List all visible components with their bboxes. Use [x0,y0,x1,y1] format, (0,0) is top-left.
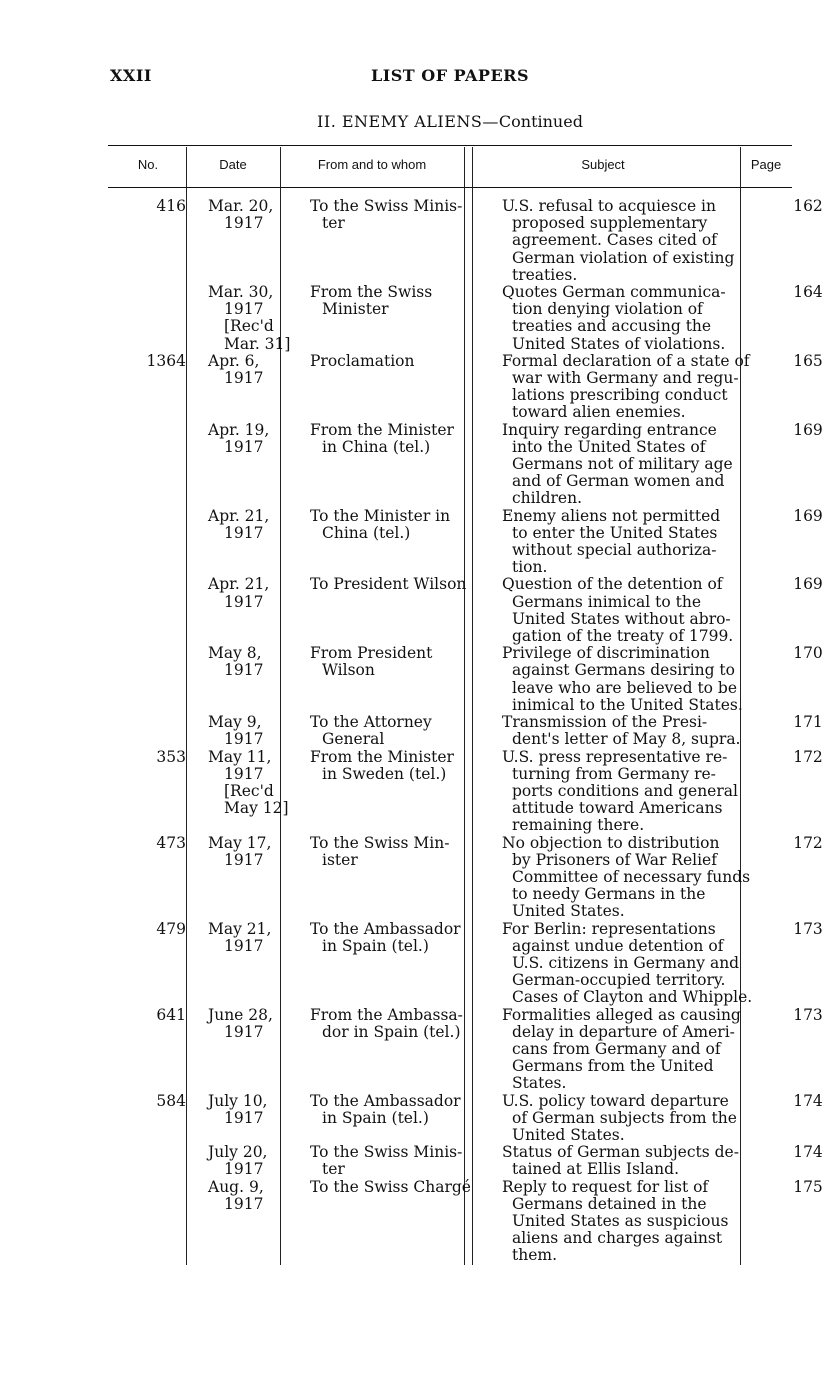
paper-subject [494,508,780,577]
subject-line: treaties. [512,265,578,284]
subject-line: remaining there. [512,816,645,835]
col-header-page: Page [750,157,782,172]
section-name: II. ENEMY ALIENS— [317,112,499,131]
from-and-to-whom [302,576,494,645]
from-line: From the Swiss [310,283,433,302]
from-line: in Spain (tel.) [322,1108,429,1127]
paper-number: 584 [156,1091,186,1110]
subject-line: cans from Germany and of [512,1039,721,1058]
subject-line: Quotes German communica- [502,283,726,302]
table-header-rule [108,187,792,188]
from-line: dor in Spain (tel.) [322,1022,461,1041]
section-title [110,112,790,131]
paper-number [110,422,194,508]
table-row [110,1093,831,1145]
from-line: To the Ambassador [310,919,461,938]
from-and-to-whom [302,749,494,835]
paper-number: 353 [156,747,186,766]
from-and-to-whom [302,835,494,921]
page-number: 174 [793,1143,823,1162]
from-and-to-whom [302,198,494,284]
subject-line: tion. [512,558,548,577]
paper-date [194,749,302,835]
date-line: 1917 [224,936,264,955]
date-line: July 20, [208,1143,268,1162]
table-row [110,284,831,353]
subject-line: Status of German subjects de- [502,1143,739,1162]
paper-number: 473 [156,833,186,852]
subject-line: dent's letter of May 8, supra. [512,730,741,749]
date-line: Aug. 9, [208,1177,264,1196]
from-line: From the Minister [310,747,454,766]
paper-subject [494,422,780,508]
subject-line: delay in departure of Ameri- [512,1022,735,1041]
subject-line: States. [512,1074,567,1093]
from-line: To the Swiss Min- [310,833,450,852]
date-line: 1917 [224,764,264,783]
date-line: 1917 [224,850,264,869]
paper-subject [494,198,780,284]
paper-subject [494,835,780,921]
paper-number [110,1144,194,1178]
subject-line: lations prescribing conduct [512,386,728,405]
subject-line: and of German women and [512,472,725,491]
from-line: To the Attorney [310,713,432,732]
from-and-to-whom [302,1007,494,1093]
paper-date [194,576,302,645]
paper-subject [494,749,780,835]
date-line: 1917 [224,730,264,749]
subject-line: United States of violations. [512,334,726,353]
from-line: To the Minister in [310,506,451,525]
subject-line: to needy Germans in the [512,885,706,904]
paper-subject [494,645,780,714]
subject-line: of German subjects from the [512,1108,737,1127]
date-line: Mar. 20, [208,197,274,215]
subject-line: turning from Germany re- [512,764,716,783]
date-line: Apr. 21, [208,506,270,525]
date-line: 1917 [224,1022,264,1041]
paper-date [194,645,302,714]
subject-line: treaties and accusing the [512,317,712,336]
subject-line: United States. [512,1125,625,1144]
page-number: XXII [110,66,152,85]
subject-line: Cases of Clayton and Whipple. [512,988,753,1007]
subject-line: children. [512,489,582,508]
subject-line: German-occupied territory. [512,971,726,990]
subject-line: Formal declaration of a state of [502,351,750,370]
date-line: 1917 [224,1108,264,1127]
paper-date [194,1179,302,1265]
table-row [110,1007,831,1093]
subject-line: Question of the detention of [502,575,723,594]
from-line: From President [310,644,433,663]
subject-line: tained at Ellis Island. [512,1160,680,1179]
paper-date [194,1144,302,1178]
page-title: LIST OF PAPERS [371,66,529,85]
paper-number [110,576,194,645]
from-and-to-whom [302,353,494,422]
from-and-to-whom [302,921,494,1007]
paper-date [194,1007,302,1093]
date-line: 1917 [224,523,264,542]
date-line: 1917 [224,1160,264,1179]
from-and-to-whom [302,1144,494,1178]
page-header [110,66,790,88]
paper-date [194,198,302,284]
date-line: 1917 [224,1194,264,1213]
table-row [110,422,831,508]
date-line: May 9, [208,713,262,732]
from-line: ister [322,850,358,869]
from-line: To President Wilson [310,575,467,594]
date-line: May 12] [224,799,289,818]
subject-line: to enter the United States [512,523,718,542]
subject-line: U.S. policy toward departure [502,1091,729,1110]
paper-date [194,1093,302,1145]
paper-date [194,835,302,921]
table-row [110,353,831,422]
subject-line: war with Germany and regu- [512,369,739,388]
date-line: May 21, [208,919,272,938]
table-row [110,749,831,835]
paper-date [194,422,302,508]
subject-line: Formalities alleged as causing [502,1005,741,1024]
date-line: 1917 [224,214,264,233]
subject-line: agreement. Cases cited of [512,231,717,250]
subject-line: against Germans desiring to [512,661,735,680]
from-line: To the Swiss Minis- [310,197,463,215]
date-line: 1917 [224,437,264,456]
col-header-from: From and to whom [317,157,427,172]
table-row [110,576,831,645]
from-line: Wilson [322,661,375,680]
subject-line: proposed supplementary [512,214,708,233]
table-top-rule [108,145,792,146]
date-line: 1917 [224,369,264,388]
from-line: To the Swiss Minis- [310,1143,463,1162]
subject-line: Privilege of discrimination [502,644,710,663]
page-number: 165 [793,351,823,370]
subject-line: them. [512,1246,558,1265]
from-line: Proclamation [310,351,415,370]
from-line: To the Ambassador [310,1091,461,1110]
subject-line: German violation of existing [512,248,735,267]
from-line: From the Minister [310,420,454,439]
subject-line: ports conditions and general [512,781,738,800]
from-and-to-whom [302,645,494,714]
paper-subject [494,1007,780,1093]
paper-date [194,353,302,422]
page-number: 164 [793,283,823,302]
from-and-to-whom [302,1179,494,1265]
date-line: May 11, [208,747,272,766]
date-line: 1917 [224,300,264,319]
from-line: From the Ambassa- [310,1005,463,1024]
col-header-no: No. [137,157,159,172]
subject-line: U.S. refusal to acquiesce in [502,197,716,215]
paper-date [194,921,302,1007]
paper-date [194,284,302,353]
subject-line: inimical to the United States. [512,695,743,714]
from-line: Minister [322,300,389,319]
papers-table [110,198,831,1265]
table-row [110,1144,831,1178]
date-line: Apr. 19, [208,420,270,439]
from-and-to-whom [302,422,494,508]
subject-line: United States without abro- [512,609,731,628]
table-row [110,645,831,714]
subject-line: Enemy aliens not permitted [502,506,721,525]
subject-line: Germans detained in the [512,1194,707,1213]
subject-line: Germans not of military age [512,455,733,474]
subject-line: Transmission of the Presi- [502,713,708,732]
date-line: Apr. 6, [208,351,260,370]
table-row [110,921,831,1007]
from-line: ter [322,214,345,233]
subject-line: For Berlin: representations [502,919,716,938]
page-number: 162 [793,197,823,215]
page-number: 169 [793,506,823,525]
paper-subject [494,714,780,748]
page-number: 171 [793,713,823,732]
paper-number [110,645,194,714]
paper-number: 641 [156,1005,186,1024]
from-line: To the Swiss Chargé [310,1177,471,1196]
subject-line: U.S. citizens in Germany and [512,953,740,972]
page-number: 175 [793,1177,823,1196]
date-line: [Rec'd [224,781,274,800]
from-line: in Sweden (tel.) [322,764,447,783]
paper-number [110,508,194,577]
subject-line: without special authoriza- [512,541,717,560]
subject-line: Committee of necessary funds [512,867,751,886]
from-line: General [322,730,385,749]
subject-line: United States. [512,902,625,921]
col-header-subject: Subject [581,157,625,172]
subject-line: No objection to distribution [502,833,720,852]
paper-date [194,714,302,748]
from-and-to-whom [302,284,494,353]
page-number: 174 [793,1091,823,1110]
date-line: Mar. 30, [208,283,274,302]
page-number: 173 [793,919,823,938]
date-line: June 28, [208,1005,273,1024]
section-continued: Continued [498,112,583,131]
table-row [110,1179,831,1265]
subject-line: United States as suspicious [512,1211,729,1230]
paper-subject [494,576,780,645]
table-row [110,198,831,284]
paper-subject [494,921,780,1007]
subject-line: Reply to request for list of [502,1177,709,1196]
from-line: in China (tel.) [322,437,431,456]
subject-line: by Prisoners of War Relief [512,850,717,869]
page-number: 169 [793,575,823,594]
from-line: in Spain (tel.) [322,936,429,955]
subject-line: Germans from the United [512,1057,714,1076]
subject-line: attitude toward Americans [512,799,723,818]
from-and-to-whom [302,714,494,748]
date-line: Mar. 31] [224,334,291,353]
paper-subject [494,1179,780,1265]
subject-line: Germans inimical to the [512,592,701,611]
subject-line: toward alien enemies. [512,403,686,422]
from-line: ter [322,1160,345,1179]
paper-number: 416 [156,197,186,215]
from-line: China (tel.) [322,523,411,542]
page-number: 170 [793,644,823,663]
paper-number [110,284,194,353]
paper-number [110,714,194,748]
table-row [110,835,831,921]
paper-number [110,1179,194,1265]
subject-line: against undue detention of [512,936,724,955]
date-line: May 8, [208,644,262,663]
subject-line: Inquiry regarding entrance [502,420,717,439]
page-number: 173 [793,1005,823,1024]
date-line: July 10, [208,1091,268,1110]
date-line: [Rec'd [224,317,274,336]
from-and-to-whom [302,508,494,577]
paper-number: 1364 [146,351,186,370]
page-number: 169 [793,420,823,439]
col-header-date: Date [219,157,247,172]
paper-subject [494,284,780,353]
paper-subject [494,1093,780,1145]
subject-line: leave who are believed to be [512,678,738,697]
table-row [110,714,831,748]
paper-subject [494,353,780,422]
page-number: 172 [793,833,823,852]
date-line: May 17, [208,833,272,852]
subject-line: U.S. press representative re- [502,747,728,766]
date-line: 1917 [224,661,264,680]
table-row [110,508,831,577]
subject-line: tion denying violation of [512,300,703,319]
page-number: 172 [793,747,823,766]
subject-line: aliens and charges against [512,1229,723,1248]
paper-subject [494,1144,780,1178]
subject-line: gation of the treaty of 1799. [512,627,734,646]
date-line: 1917 [224,592,264,611]
paper-date [194,508,302,577]
date-line: Apr. 21, [208,575,270,594]
subject-line: into the United States of [512,437,706,456]
from-and-to-whom [302,1093,494,1145]
paper-number: 479 [156,919,186,938]
